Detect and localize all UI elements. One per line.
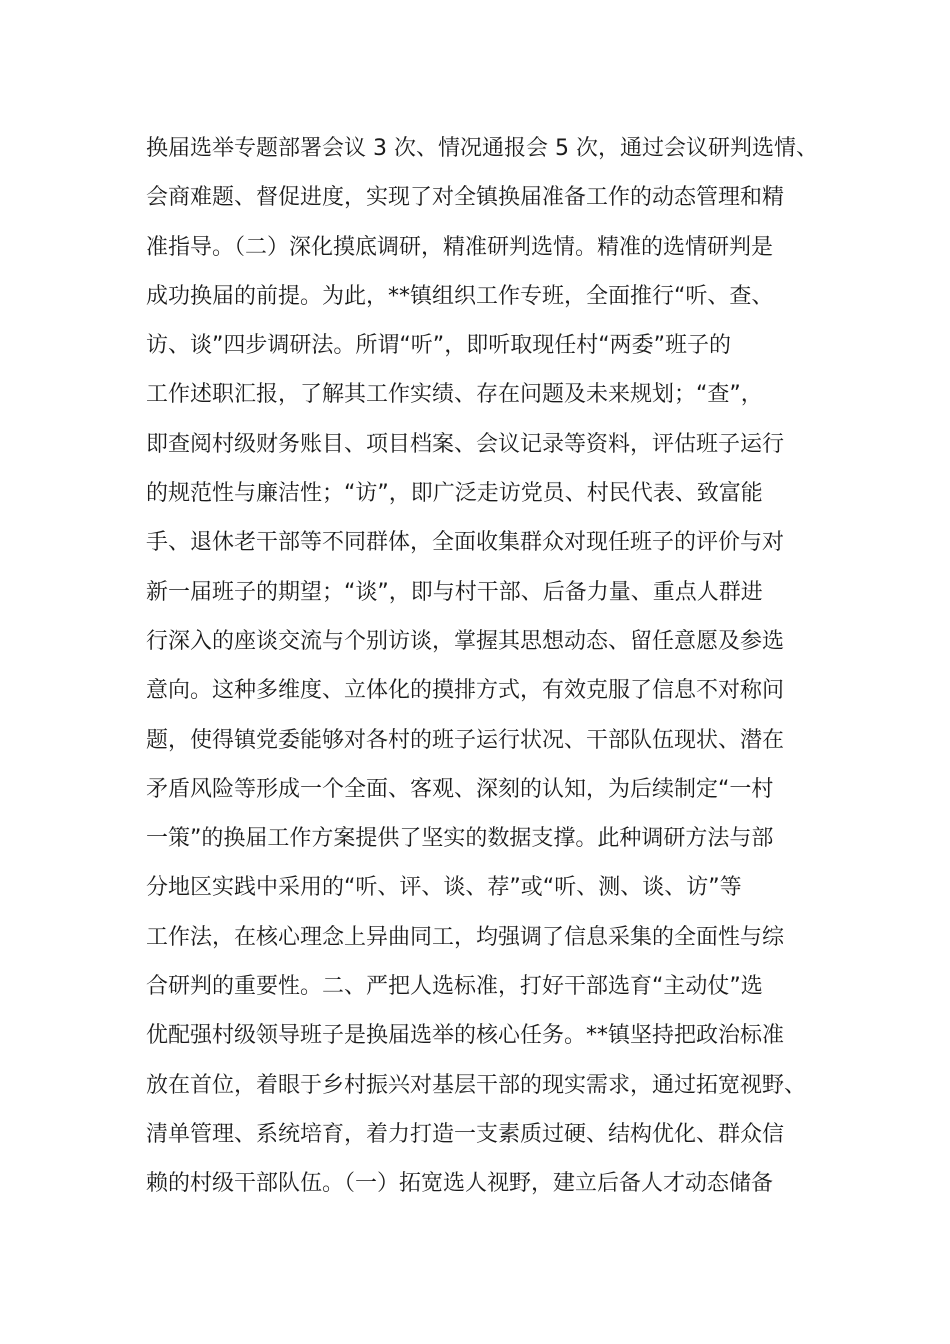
text-line: 清单管理、系统培育，着力打造一支素质过硬、结构优化、群众信: [146, 1121, 785, 1147]
text-line: 工作法，在核心理念上异曲同工，均强调了信息采集的全面性与综: [146, 924, 785, 950]
text-line: 换届选举专题部署会议 3 次、情况通报会 5 次，通过会议研判选情、: [146, 136, 818, 161]
text-line: 即查阅村级财务账目、项目档案、会议记录等资料，评估班子运行: [146, 431, 785, 457]
text-line: 行深入的座谈交流与个别访谈，掌握其思想动态、留任意愿及参选: [146, 628, 785, 654]
text-line: 手、退休老干部等不同群体，全面收集群众对现任班子的评价与对: [146, 530, 785, 556]
text-line: 意向。这种多维度、立体化的摸排方式，有效克服了信息不对称问: [146, 678, 785, 704]
text-line: 题，使得镇党委能够对各村的班子运行状况、干部队伍现状、潜在: [146, 727, 785, 753]
text-line: 分地区实践中采用的“听、评、谈、荐”或“听、测、谈、访”等: [146, 875, 742, 901]
text-line: 优配强村级领导班子是换届选举的核心任务。**镇坚持把政治标准: [146, 1023, 785, 1049]
body-text: [146, 124, 826, 1209]
text-line: 会商难题、督促进度，实现了对全镇换届准备工作的动态管理和精: [146, 185, 785, 211]
text-line: 赖的村级干部队伍。（一）拓宽选人视野，建立后备人才动态储备: [146, 1171, 774, 1197]
text-line: 矛盾风险等形成一个全面、客观、深刻的认知，为后续制定“一村: [146, 776, 774, 802]
text-line: 成功换届的前提。为此，**镇组织工作专班，全面推行“听、查、: [146, 283, 774, 309]
text-line: 放在首位，着眼于乡村振兴对基层干部的现实需求，通过拓宽视野、: [146, 1072, 807, 1098]
text-line: 访、谈”四步调研法。所谓“听”，即听取现任村“两委”班子的: [146, 333, 731, 359]
text-line: 的规范性与廉洁性；“访”，即广泛走访党员、村民代表、致富能: [146, 481, 763, 507]
text-line: 一策”的换届工作方案提供了坚实的数据支撑。此种调研方法与部: [146, 826, 774, 852]
text-line: 准指导。（二）深化摸底调研，精准研判选情。精准的选情研判是: [146, 234, 774, 260]
text-line: 工作述职汇报，了解其工作实绩、存在问题及未来规划；“查”，: [146, 382, 763, 408]
text-line: 新一届班子的期望；“谈”，即与村干部、后备力量、重点人群进: [146, 579, 763, 605]
text-line: 合研判的重要性。二、严把人选标准，打好干部选育“主动仗”选: [146, 974, 763, 1000]
